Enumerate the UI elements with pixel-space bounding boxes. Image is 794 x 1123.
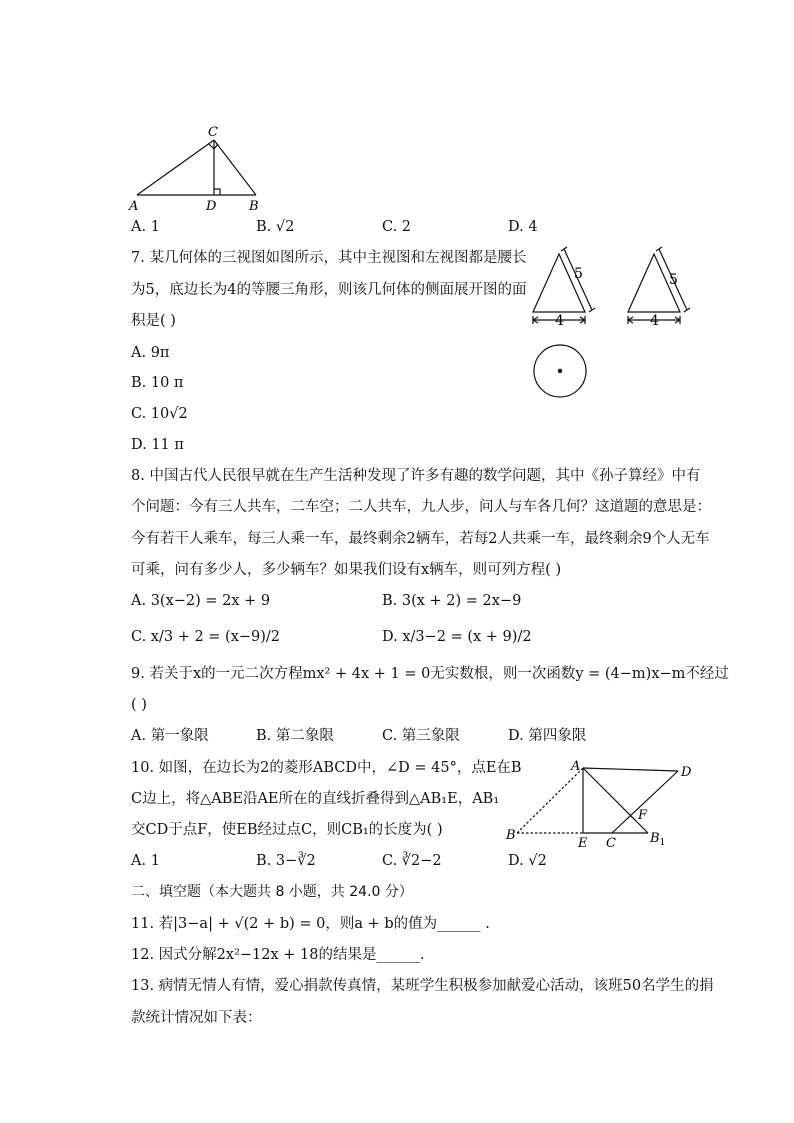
q10-stem-line-1: 10. 如图，在边长为2的菱形ABCD中，∠D = 45°，点E在B bbox=[131, 760, 522, 776]
q8-option-c[interactable]: C. x/3 + 2 = (x−9)/2 bbox=[131, 629, 281, 645]
label-B1-letter: B bbox=[650, 831, 660, 846]
label-B1-subscript: 1 bbox=[659, 838, 666, 848]
q8-stem-line-4: 可乘，问有多少人，多少辆车？如果我们设有x辆车，则可列方程( ) bbox=[131, 562, 562, 578]
q10-option-d[interactable]: D. √2 bbox=[508, 853, 547, 869]
q9-option-b[interactable]: B. 第二象限 bbox=[256, 728, 334, 744]
q10-option-a[interactable]: A. 1 bbox=[131, 853, 160, 869]
q7-stem-line-3: 积是( ) bbox=[131, 313, 176, 329]
q8-stem-line-2: 个问题：今有三人共车，二车空；二人共车，九人步，问人与车各几何？这道题的意思是： bbox=[131, 499, 711, 515]
q8-stem-line-1: 8. 中国古代人民很早就在生产生活种发现了许多有趣的数学问题，其中《孙子算经》中有 bbox=[131, 468, 701, 484]
q7-option-c[interactable]: C. 10√2 bbox=[131, 406, 188, 422]
label-A: A bbox=[129, 199, 139, 214]
q7-option-a[interactable]: A. 9π bbox=[131, 345, 170, 361]
q8-stem-line-3: 今有若干人乘车，每三人乘一车，最终剩余2辆车，若每2人共乘一车，最终剩余9个人无车 bbox=[131, 531, 710, 547]
q7-option-b[interactable]: B. 10 π bbox=[131, 375, 184, 391]
q9-stem-line-1: 9. 若关于x的一元二次方程mx² + 4x + 1 = 0无实数根，则一次函数y = (4−m)x−m不经过 bbox=[131, 666, 729, 682]
front-side-label: 5 bbox=[574, 266, 583, 282]
q7-stem-line-1: 7. 某几何体的三视图如图所示，其中主视图和左视图都是腰长 bbox=[131, 250, 527, 266]
label-C: C bbox=[606, 836, 616, 851]
q7-option-d[interactable]: D. 11 π bbox=[131, 437, 184, 453]
q10-stem-line-2: C边上，将△ABE沿AE所在的直线折叠得到△AB₁E，AB₁ bbox=[131, 791, 500, 807]
q9-stem-line-2: ( ) bbox=[131, 697, 147, 713]
label-A: A bbox=[571, 759, 581, 774]
q10-stem-line-3: 交CD于点F，使EB经过点C，则CB₁的长度为( ) bbox=[131, 822, 443, 838]
label-B1 bbox=[649, 831, 665, 848]
label-F: F bbox=[638, 808, 648, 823]
q12-stem: 12. 因式分解2x²−12x + 18的结果是______. bbox=[131, 947, 425, 963]
q7-stem-line-2: 为5，底边长为4的等腰三角形，则该几何体的侧面展开图的面 bbox=[131, 282, 527, 298]
q8-option-b[interactable]: B. 3(x + 2) = 2x−9 bbox=[382, 593, 522, 609]
q9-option-c[interactable]: C. 第三象限 bbox=[382, 728, 460, 744]
q10-option-c[interactable]: C. ∛2−2 bbox=[382, 853, 442, 869]
q9-option-d[interactable]: D. 第四象限 bbox=[508, 728, 587, 744]
q8-option-a[interactable]: A. 3(x−2) = 2x + 9 bbox=[131, 593, 271, 609]
side-side-label: 5 bbox=[669, 272, 678, 288]
q13-stem-line-1: 13. 病情无情人有情，爱心捐款传真情，某班学生积极参加献爱心活动，该班50名学生的捐 bbox=[131, 978, 714, 994]
section-heading-fill-blank: 二、填空题（本大题共 8 小题，共 24.0 分） bbox=[131, 884, 413, 900]
q6-option-d[interactable]: D. 4 bbox=[508, 219, 538, 235]
label-D: D bbox=[681, 765, 692, 780]
label-D: D bbox=[206, 199, 217, 214]
three-view-figure-q7 bbox=[528, 244, 698, 404]
q10-option-b[interactable]: B. 3−∛2 bbox=[256, 853, 316, 869]
q8-option-d[interactable]: D. x/3−2 = (x + 9)/2 bbox=[382, 629, 532, 645]
q6-option-a[interactable]: A. 1 bbox=[131, 219, 160, 235]
side-base-label: 4 bbox=[650, 313, 659, 329]
front-base-label: 4 bbox=[555, 313, 564, 329]
q9-option-a[interactable]: A. 第一象限 bbox=[131, 728, 209, 744]
label-B: B bbox=[249, 199, 259, 214]
q11-stem: 11. 若|3−a| + √(2 + b) = 0，则a + b的值为______ . bbox=[131, 916, 490, 932]
label-C: C bbox=[208, 125, 218, 140]
label-E: E bbox=[578, 836, 588, 851]
q13-stem-line-2: 款统计情况如下表： bbox=[131, 1010, 262, 1026]
triangle-figure-q6 bbox=[125, 122, 270, 214]
label-B: B bbox=[506, 828, 516, 843]
q6-option-c[interactable]: C. 2 bbox=[382, 219, 412, 235]
q6-option-b[interactable]: B. √2 bbox=[256, 219, 295, 235]
rhombus-figure-q10 bbox=[500, 756, 710, 852]
